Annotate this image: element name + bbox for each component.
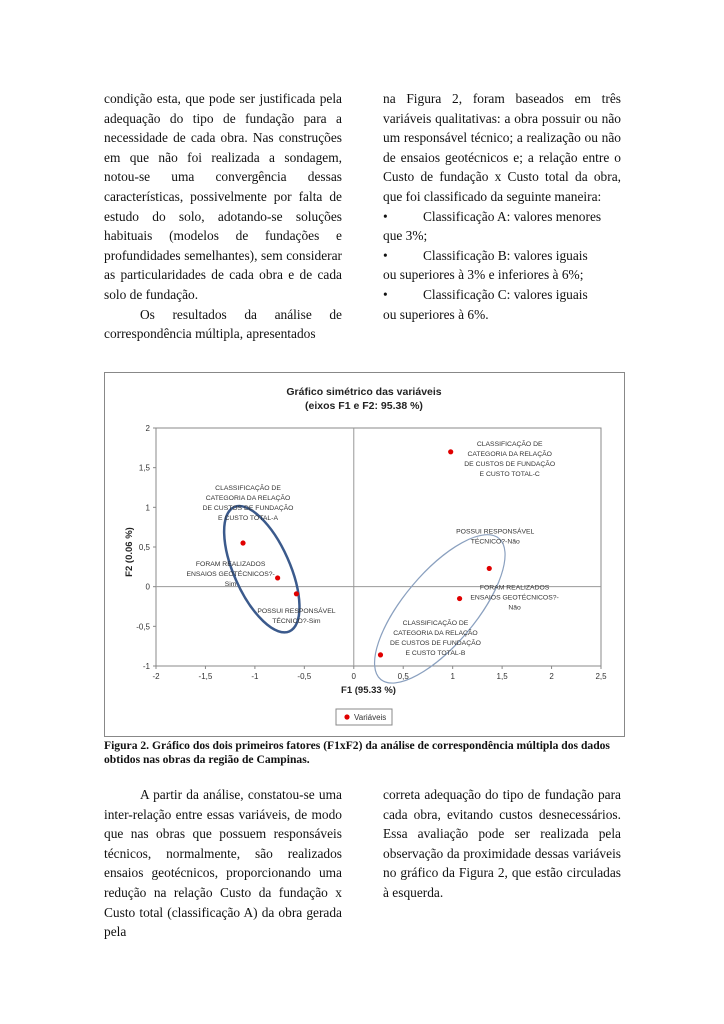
data-point [240, 540, 245, 545]
paragraph: A partir da análise, constatou-se uma inter-relação entre essas variáveis, de modo que nas obras que possuem responsáveis técnicos, normalmente, são realizados ensaios geotécnicos, proporcionando uma redução na relação Custo da fundação x Custo total (classificação A) da obra gerada pela [104, 787, 342, 940]
bullet-text: Classificação A: valores menores [423, 208, 602, 224]
point-label: CLASSIFICAÇÃO DE [402, 619, 469, 627]
x-tick-label: -2 [152, 672, 160, 681]
x-tick-label: -0,5 [297, 672, 312, 681]
y-tick-label: -1 [142, 662, 150, 671]
figure-chart-frame [104, 372, 625, 737]
x-tick-label: 2 [549, 672, 554, 681]
figure-caption: Figura 2. Gráfico dos dois primeiros fatores (F1xF2) da análise de correspondência múltipla dos dados obtidos nas obras da região de Campinas. [104, 739, 610, 766]
point-label: Não [508, 604, 521, 612]
paragraph: condição esta, que pode ser justificada pela adequação do tipo de fundação para a necessidade de cada obra. Nas construções em que não foi realizada a sondagem, notou-se uma convergência dessas características, possivelmente por falta de estudo do solo, adotando-se soluções habituais (modelos de fundações e profundidades semelhantes), sem considerar as particularidades de cada obra e de cada solo de fundação. [104, 91, 342, 302]
bullet-continuation: que 3%; [383, 228, 428, 244]
legend-label: Variáveis [354, 713, 387, 722]
x-tick-label: -1,5 [198, 672, 213, 681]
point-label: DE CUSTOS DE FUNDAÇÃO [390, 639, 481, 647]
point-label: CATEGORIA DA RELAÇÃO [393, 629, 478, 637]
point-label: FORAM REALIZADOS [479, 584, 550, 592]
scatter-chart [105, 373, 624, 736]
data-point [457, 596, 462, 601]
x-tick-label: 1,5 [496, 672, 508, 681]
bullet-continuation: ou superiores à 3% e inferiores à 6%; [383, 267, 584, 283]
x-tick-label: 1 [450, 672, 455, 681]
text-column-top-left [104, 89, 342, 344]
data-point [487, 566, 492, 571]
y-tick-label: 0 [145, 582, 150, 592]
point-label: FORAM REALIZADOS [195, 560, 266, 568]
point-label: CLASSIFICAÇÃO DE [215, 485, 281, 493]
point-label: E CUSTO TOTAL-A [218, 515, 278, 523]
point-label: TÉCNICO?-Não [470, 538, 520, 546]
x-tick-label: 2,5 [595, 672, 607, 681]
bullet-item [383, 207, 621, 227]
x-axis-label: F1 (95.33 %) [341, 685, 396, 696]
data-point [294, 591, 299, 596]
bullet-mark: • [383, 208, 388, 224]
y-axis-label: F2 (0.06 %) [124, 527, 135, 577]
point-label: E CUSTO TOTAL-B [405, 649, 466, 657]
chart-title: Gráfico simétrico das variáveis [286, 386, 442, 398]
y-tick-label: 1 [145, 503, 150, 513]
bullet-continuation: ou superiores à 6%. [383, 306, 489, 322]
point-label: CATEGORIA DA RELAÇÃO [205, 495, 291, 503]
point-label: Sim [224, 580, 237, 588]
point-label: POSSUI RESPONSÁVEL [257, 607, 336, 615]
paragraph: na Figura 2, foram baseados em três variáveis qualitativas: a obra possuir ou não um responsável técnico; a realização ou não de ensaios geotécnicos e; a relação entre o Custo de fundação x Custo total da obra, que foi classificado da seguinte maneira: [383, 91, 621, 204]
point-label: CATEGORIA DA RELAÇÃO [467, 450, 552, 458]
paragraph: correta adequação do tipo de fundação para cada obra, evitando custos desnecessários. Essa avaliação pode ser realizada pela observação da proximidade dessas variáveis no gráfico da Figura 2, que estão circuladas à esquerda. [383, 787, 621, 900]
point-label: POSSUI RESPONSÁVEL [456, 528, 535, 536]
data-point [378, 652, 383, 657]
y-tick-label: -0,5 [136, 622, 150, 632]
y-tick-label: 2 [145, 424, 150, 433]
text-column-bottom-left [104, 785, 342, 942]
point-label: TÉCNICO?-Sim [272, 617, 321, 625]
bullet-mark: • [383, 247, 388, 263]
text-column-bottom-right [383, 785, 621, 903]
x-tick-label: -1 [251, 672, 259, 681]
legend-marker [344, 714, 349, 719]
point-label: ENSAIOS GEOTÉCNICOS?- [470, 594, 559, 602]
text-column-top-right [383, 89, 621, 324]
point-label: ENSAIOS GEOTÉCNICOS?- [186, 570, 275, 578]
bullet-item [383, 285, 621, 305]
bullet-mark: • [383, 286, 388, 302]
bullet-text: Classificação C: valores iguais [423, 286, 588, 302]
chart-subtitle: (eixos F1 e F2: 95.38 %) [305, 400, 423, 412]
bullet-item [383, 246, 621, 266]
data-point [275, 575, 280, 580]
point-label: DE CUSTOS DE FUNDAÇÃO [202, 505, 294, 513]
paragraph: Os resultados da análise de correspondência múltipla, apresentados [104, 306, 342, 342]
data-point [448, 449, 453, 454]
point-label: E CUSTO TOTAL-C [479, 470, 540, 478]
bullet-text: Classificação B: valores iguais [423, 247, 588, 263]
point-label: DE CUSTOS DE FUNDAÇÃO [464, 460, 556, 468]
y-tick-label: 0,5 [138, 543, 150, 552]
x-tick-label: 0,5 [397, 672, 409, 681]
y-tick-label: 1,5 [138, 463, 150, 473]
point-label: CLASSIFICAÇÃO DE [476, 440, 543, 448]
x-tick-label: 0 [351, 672, 357, 681]
